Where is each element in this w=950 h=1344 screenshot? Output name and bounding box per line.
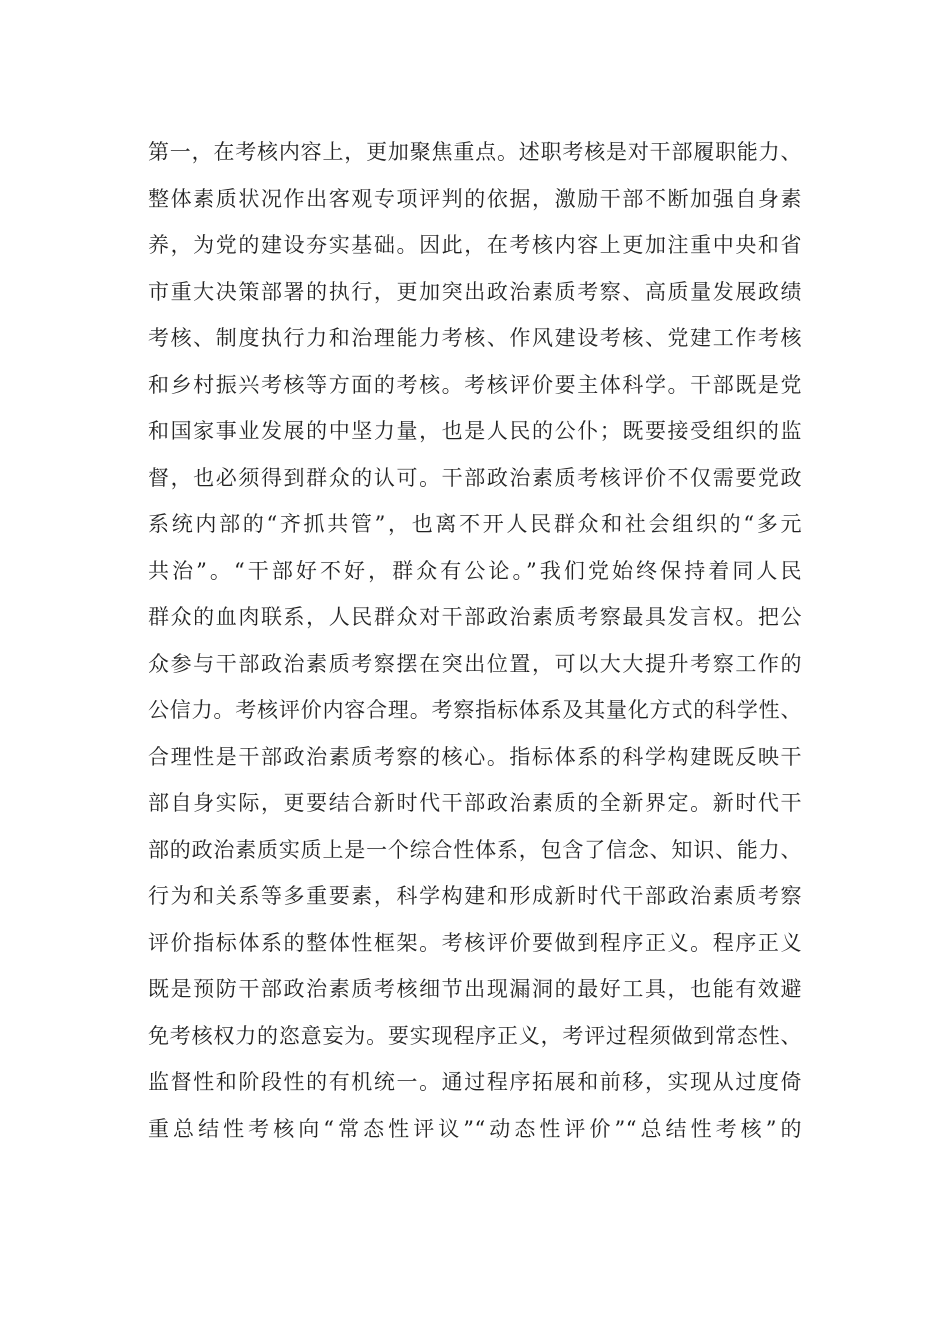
text-line: 部自身实际，更要结合新时代干部政治素质的全新界定。新时代干 [148,791,802,815]
text-line: 第一，在考核内容上，更加聚焦重点。述职考核是对干部履职能力、 [148,140,802,164]
text-line: 行为和关系等多重要素，科学构建和形成新时代干部政治素质考察 [148,884,802,908]
text-line: 共治”。“干部好不好，群众有公论。”我们党始终保持着同人民 [148,558,802,583]
text-line: 合理性是干部政治素质考察的核心。指标体系的科学构建既反映干 [148,744,802,769]
text-line: 既是预防干部政治素质考核细节出现漏洞的最好工具，也能有效避 [148,977,802,1001]
text-line: 众参与干部政治素质考察摆在突出位置，可以大大提升考察工作的 [148,651,802,676]
text-line: 监督性和阶段性的有机统一。通过程序拓展和前移，实现从过度倚 [148,1070,802,1094]
body-paragraph [148,129,802,1152]
text-line: 免考核权力的恣意妄为。要实现程序正义，考评过程须做到常态性、 [148,1023,802,1048]
text-line: 群众的血肉联系，人民群众对干部政治素质考察最具发言权。把公 [148,605,802,629]
text-line: 市重大决策部署的执行，更加突出政治素质考察、高质量发展政绩 [148,279,802,304]
text-line: 和国家事业发展的中坚力量，也是人民的公仆；既要接受组织的监 [148,419,802,443]
text-line: 整体素质状况作出客观专项评判的依据，激励干部不断加强自身素 [148,186,802,211]
text-line: 考核、制度执行力和治理能力考核、作风建设考核、党建工作考核 [148,326,802,350]
text-line: 督，也必须得到群众的认可。干部政治素质考核评价不仅需要党政 [148,465,802,490]
text-line: 系统内部的“齐抓共管”，也离不开人民群众和社会组织的“多元 [148,512,802,536]
text-line: 公信力。考核评价内容合理。考察指标体系及其量化方式的科学性、 [148,698,802,722]
text-line: 和乡村振兴考核等方面的考核。考核评价要主体科学。干部既是党 [148,372,802,397]
text-line: 重总结性考核向“常态性评议”“动态性评价”“总结性考核”的 [148,1116,802,1141]
text-line: 部的政治素质实质上是一个综合性体系，包含了信念、知识、能力、 [148,837,802,862]
text-line: 养，为党的建设夯实基础。因此，在考核内容上更加注重中央和省 [148,233,802,257]
text-line: 评价指标体系的整体性框架。考核评价要做到程序正义。程序正义 [148,930,802,955]
